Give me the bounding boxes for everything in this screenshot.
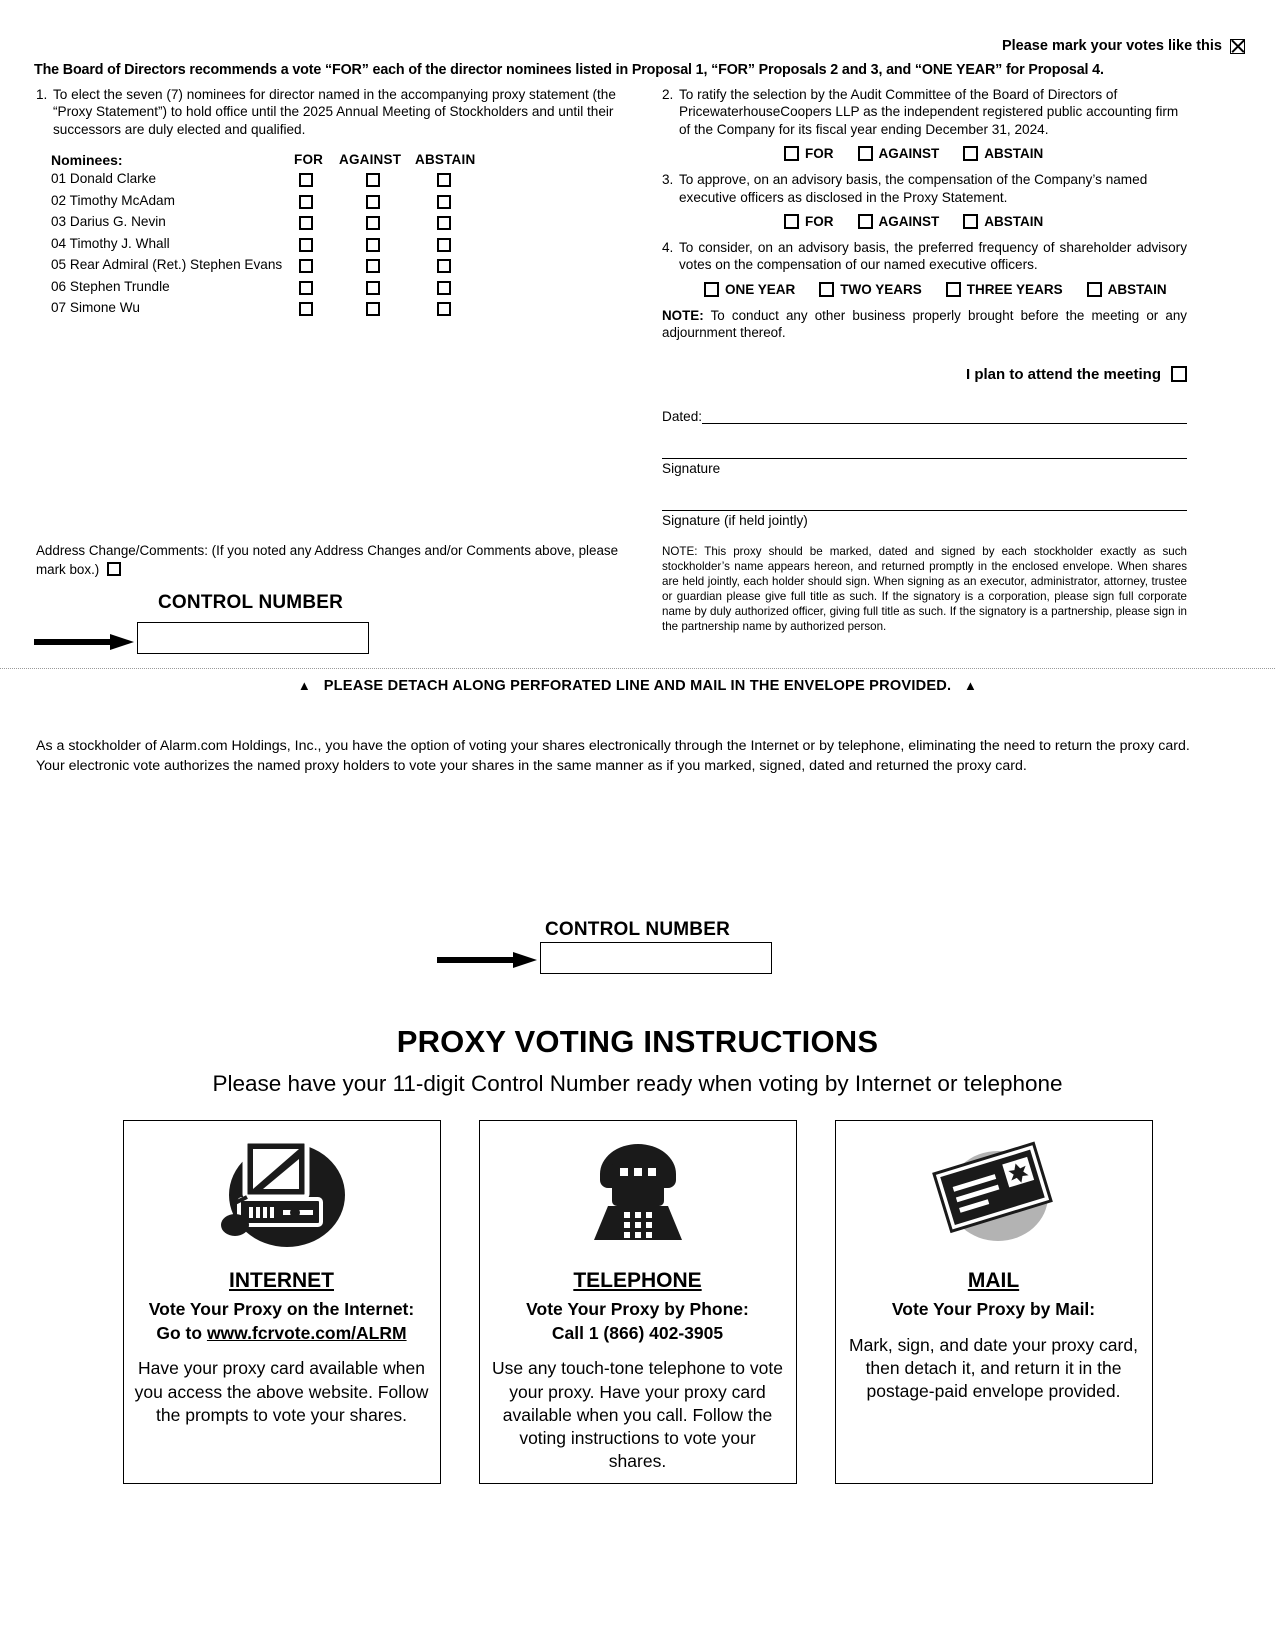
option-label: ABSTAIN	[984, 146, 1044, 162]
detach-instruction	[0, 678, 1275, 694]
instruction-box-telephone	[479, 1120, 797, 1484]
address-change-block	[36, 542, 621, 580]
control-number-input-card[interactable]	[137, 622, 369, 654]
nominee-name: 06 Stephen Trundle	[51, 278, 170, 294]
board-recommendation: The Board of Directors recommends a vote “FOR” each of the director nominees listed in Proposal 1, “FOR” Proposals 2 and 3, and “ONE YEAR” for Proposal 4.	[34, 62, 1104, 78]
goto-prefix: Go to	[156, 1322, 207, 1343]
signature-line[interactable]	[662, 458, 1187, 476]
instruction-lead-mail	[892, 1298, 1095, 1322]
nominee-row	[36, 235, 636, 257]
signature-joint-label: Signature (if held jointly)	[662, 512, 808, 528]
nominee-row	[36, 213, 636, 235]
proposal-1	[36, 86, 636, 138]
signature-joint-line[interactable]	[662, 510, 1187, 528]
proposal-2	[662, 86, 1187, 138]
address-change-text: Address Change/Comments: (If you noted any Address Changes and/or Comments above, please mark box.)	[36, 543, 619, 577]
instruction-boxes	[0, 1120, 1275, 1484]
nominee-abstain-checkbox[interactable]	[437, 238, 451, 252]
dated-input-line[interactable]	[702, 410, 1187, 424]
attend-meeting-checkbox[interactable]	[1171, 366, 1187, 382]
checkbox-icon[interactable]	[784, 214, 799, 229]
stockholder-paragraph: As a stockholder of Alarm.com Holdings, Inc., you have the option of voting your shares electronically through the Internet or by telephone, eliminating the need to return the proxy card. Your electronic vote authorizes the named proxy holders to vote your shares in the same manner as if you marked, signed, dated and returned the proxy card.	[36, 738, 1190, 775]
option-label: FOR	[805, 146, 834, 162]
mail-envelope-icon	[924, 1133, 1064, 1255]
instruction-mode-telephone: TELEPHONE	[573, 1269, 702, 1292]
address-change-checkbox[interactable]	[107, 562, 121, 576]
nominees-label: Nominees:	[51, 152, 123, 169]
nominee-name: 05 Rear Admiral (Ret.) Stephen Evans	[51, 257, 283, 273]
proposal-2-text: To ratify the selection by the Audit Committee of the Board of Directors of PricewaterhouseCoopers LLP as the independent registered public accounting firm of the Company for its fiscal year ending December 31, 2024.	[679, 87, 1179, 137]
proposal-4-options	[662, 282, 1187, 297]
mark-votes-hint	[1002, 38, 1245, 54]
checkbox-icon[interactable]	[963, 146, 978, 161]
control-number-input-instructions[interactable]	[540, 942, 772, 974]
instruction-mode-mail: MAIL	[967, 1269, 1020, 1292]
nominee-for-checkbox[interactable]	[299, 216, 313, 230]
proposal-3-option-for[interactable]	[784, 214, 834, 229]
arrow-right-icon	[437, 952, 537, 968]
proposal-2-option-for[interactable]	[784, 146, 834, 161]
option-label: TWO YEARS	[840, 281, 922, 297]
nominee-name: 07 Simone Wu	[51, 300, 140, 316]
nominee-against-checkbox[interactable]	[366, 259, 380, 273]
checkbox-icon[interactable]	[858, 146, 873, 161]
checkbox-icon[interactable]	[704, 282, 719, 297]
attend-meeting-row[interactable]	[662, 366, 1187, 383]
instruction-lead-line2	[149, 1322, 414, 1346]
nominee-against-checkbox[interactable]	[366, 302, 380, 316]
proposal-3-options	[662, 214, 1187, 229]
nominee-row	[36, 170, 636, 192]
proposal-1-text: To elect the seven (7) nominees for director named in the accompanying proxy statement (the “Proxy Statement”) to hold office until the 2025 Annual Meeting of Stockholders and until their successors are duly elected and qualified.	[53, 87, 616, 137]
checkbox-icon[interactable]	[858, 214, 873, 229]
proposal-3-text: To approve, on an advisory basis, the compensation of the Company’s named executive officers as disclosed in the Proxy Statement.	[679, 172, 1148, 205]
nominee-against-checkbox[interactable]	[366, 195, 380, 209]
instructions-subtitle: Please have your 11-digit Control Number ready when voting by Internet or telephone	[212, 1071, 1063, 1096]
nominee-row	[36, 192, 636, 214]
option-label: FOR	[805, 213, 834, 229]
control-number-title-instructions: CONTROL NUMBER	[544, 919, 731, 940]
proposal-4-option-three-years[interactable]	[946, 282, 1063, 297]
option-label: ABSTAIN	[1107, 281, 1167, 297]
x-checkbox-icon	[1230, 39, 1245, 54]
nominee-for-checkbox[interactable]	[299, 259, 313, 273]
proposal-4-text: To consider, on an advisory basis, the preferred frequency of shareholder advisory votes on the compensation of our named executive officers.	[679, 239, 1187, 273]
nominee-list	[36, 170, 636, 321]
nominee-against-checkbox[interactable]	[366, 238, 380, 252]
instruction-lead-telephone	[526, 1298, 749, 1345]
note-text: To conduct any other business properly brought before the meeting or any adjournment thereof.	[662, 307, 1187, 341]
attend-meeting-label: I plan to attend the meeting	[965, 365, 1161, 383]
proposal-4	[662, 239, 1187, 274]
signature-block	[662, 409, 1187, 634]
detach-text: PLEASE DETACH ALONG PERFORATED LINE AND MAIL IN THE ENVELOPE PROVIDED.	[323, 678, 952, 694]
signature-note: NOTE: This proxy should be marked, dated and signed by each stockholder exactly as such stockholder’s name appears hereon, and returned promptly in the enclosed envelope. When shares are held jointly, each holder should sign. When signing as an executor, administrator, attorney, trustee or guardian please give full title as such. If the signatory is a corporation, please sign full corporate name by duly authorized officer, giving full title as such. If the signatory is a partnership, please sign in the partnership name by authorized person.	[662, 544, 1187, 633]
instruction-body-internet: Have your proxy card available when you access the above website. Follow the prompts to vote your shares.	[134, 1358, 429, 1425]
nominee-abstain-checkbox[interactable]	[437, 281, 451, 295]
note-other-business	[662, 307, 1187, 342]
telephone-icon	[578, 1133, 698, 1255]
dated-label: Dated:	[662, 408, 703, 424]
nominee-against-checkbox[interactable]	[366, 173, 380, 187]
option-label: AGAINST	[878, 213, 940, 229]
instruction-lead-line1: Vote Your Proxy by Mail:	[891, 1299, 1096, 1319]
instruction-lead-internet	[149, 1298, 414, 1345]
proposal-2-number: 2.	[662, 87, 674, 102]
nominee-for-checkbox[interactable]	[299, 173, 313, 187]
nominees-header	[36, 152, 636, 170]
column-header-against: AGAINST	[339, 152, 402, 168]
nominee-against-checkbox[interactable]	[366, 216, 380, 230]
nominee-abstain-checkbox[interactable]	[437, 173, 451, 187]
nominee-for-checkbox[interactable]	[299, 302, 313, 316]
nominee-row	[36, 256, 636, 278]
nominee-row	[36, 299, 636, 321]
nominee-name: 01 Donald Clarke	[51, 171, 157, 187]
arrow-right-icon	[34, 634, 134, 650]
nominee-name: 04 Timothy J. Whall	[51, 235, 170, 251]
instruction-mode-internet: INTERNET	[229, 1269, 334, 1292]
nominee-row	[36, 278, 636, 300]
proposal-2-option-against[interactable]	[858, 146, 940, 161]
triangle-up-icon-left: ▲	[297, 678, 311, 693]
checkbox-icon[interactable]	[1087, 282, 1102, 297]
proposal-3-option-against[interactable]	[858, 214, 940, 229]
nominee-for-checkbox[interactable]	[299, 238, 313, 252]
nominee-abstain-checkbox[interactable]	[437, 302, 451, 316]
right-column	[662, 86, 1187, 634]
nominee-against-checkbox[interactable]	[366, 281, 380, 295]
proposal-4-option-two-years[interactable]	[819, 282, 922, 297]
perforated-line	[0, 668, 1275, 670]
triangle-up-icon-right: ▲	[964, 678, 978, 693]
instruction-lead-line1: Vote Your Proxy by Phone:	[526, 1299, 749, 1319]
instruction-body-telephone: Use any touch-tone telephone to vote your proxy. Have your proxy card available when you call. Follow the voting instructions to vote your shares.	[492, 1358, 783, 1472]
option-label: AGAINST	[878, 146, 940, 162]
nominee-abstain-checkbox[interactable]	[437, 195, 451, 209]
control-number-title-card: CONTROL NUMBER	[158, 592, 344, 613]
nominee-name: 02 Timothy McAdam	[51, 192, 175, 208]
option-label: ABSTAIN	[984, 213, 1044, 229]
proposal-1-number: 1.	[36, 87, 48, 102]
checkbox-icon[interactable]	[946, 282, 961, 297]
checkbox-icon[interactable]	[963, 214, 978, 229]
instruction-phone-number: Call 1 (866) 402-3905	[551, 1322, 724, 1343]
column-header-abstain: ABSTAIN	[415, 152, 476, 168]
proposal-3-number: 3.	[662, 172, 674, 188]
nominee-for-checkbox[interactable]	[299, 281, 313, 295]
note-label: NOTE:	[662, 307, 704, 323]
proposal-3-option-abstain[interactable]	[963, 214, 1043, 229]
instructions-title: PROXY VOTING INSTRUCTIONS	[396, 1024, 879, 1059]
instruction-box-mail	[835, 1120, 1153, 1484]
proposal-3	[662, 171, 1187, 206]
checkbox-icon[interactable]	[819, 282, 834, 297]
mark-votes-label: Please mark your votes like this	[1001, 38, 1222, 54]
nominee-for-checkbox[interactable]	[299, 195, 313, 209]
proposal-2-option-abstain[interactable]	[963, 146, 1043, 161]
option-label: ONE YEAR	[725, 281, 796, 297]
signature-label: Signature	[662, 460, 721, 476]
instruction-lead-line1: Vote Your Proxy on the Internet:	[148, 1299, 415, 1319]
instruction-box-internet	[123, 1120, 441, 1484]
left-column	[36, 86, 636, 321]
proposal-4-option-abstain[interactable]	[1087, 282, 1167, 297]
nominee-name: 03 Darius G. Nevin	[51, 214, 166, 230]
proposal-4-number: 4.	[662, 239, 674, 255]
computer-icon	[217, 1133, 347, 1255]
checkbox-icon[interactable]	[784, 146, 799, 161]
nominee-abstain-checkbox[interactable]	[437, 216, 451, 230]
proposal-4-option-one-year[interactable]	[704, 282, 795, 297]
option-label: THREE YEARS	[966, 281, 1063, 297]
dated-row[interactable]	[662, 409, 1187, 424]
instruction-body-mail: Mark, sign, and date your proxy card, then detach it, and return it in the postage-paid envelope provided.	[849, 1334, 1138, 1402]
column-header-for: FOR	[294, 152, 324, 168]
nominee-abstain-checkbox[interactable]	[437, 259, 451, 273]
vote-url-link[interactable]: www.fcrvote.com/ALRM	[206, 1322, 407, 1343]
proposal-2-options	[662, 146, 1187, 161]
